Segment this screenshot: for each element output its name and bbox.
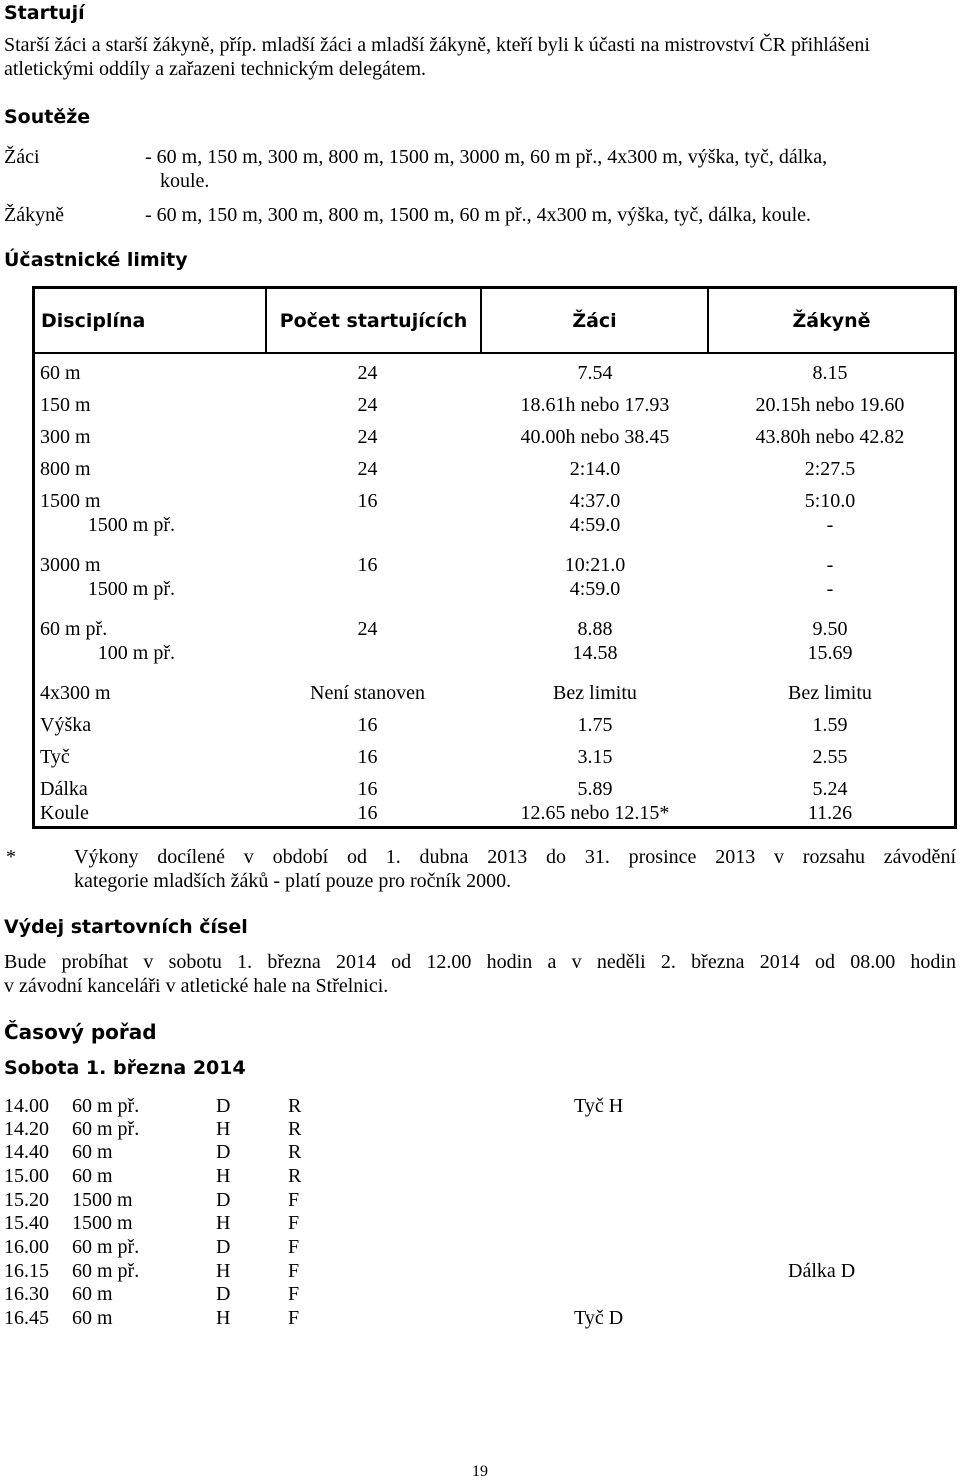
girls-limit-cell: Bez limitu <box>788 682 872 704</box>
schedule-round: F <box>288 1307 300 1329</box>
discipline-cell: Koule <box>40 802 89 824</box>
schedule-time: 16.30 <box>4 1283 49 1305</box>
discipline-cell: 60 m př. <box>40 618 108 640</box>
discipline-cell: 60 m <box>40 362 81 384</box>
boys-limit-cell: 2:14.0 <box>569 458 621 480</box>
boys-events-line2: koule. <box>160 170 210 192</box>
boys-limit-cell: 1.75 <box>577 714 613 736</box>
schedule-row <box>4 1235 954 1259</box>
table-row <box>35 613 954 673</box>
discipline-cell: Tyč <box>40 746 70 768</box>
limits-heading: Účastnické limity <box>4 249 188 271</box>
boys-limit-cell: 7.54 <box>577 362 613 384</box>
schedule-time: 14.00 <box>4 1095 49 1117</box>
boys-limit-cell: 10:21.0 <box>564 554 626 576</box>
schedule-time: 14.20 <box>4 1118 49 1140</box>
schedule-row <box>4 1094 954 1118</box>
schedule-round: R <box>288 1141 302 1163</box>
table-row <box>35 709 954 741</box>
boys-limit-cell: 5.89 <box>577 778 613 800</box>
boys-limit-cell: 12.65 nebo 12.15* <box>520 802 670 824</box>
discipline-cell: Dálka <box>40 778 88 800</box>
schedule-event: 60 m př. <box>72 1260 140 1282</box>
discipline-cell: 300 m <box>40 426 91 448</box>
bib-heading: Výdej startovních čísel <box>4 916 248 938</box>
discipline-cell: 1500 m <box>40 490 101 512</box>
schedule-time: 16.00 <box>4 1236 49 1258</box>
discipline-cell: 3000 m <box>40 554 101 576</box>
boys-limit-cell: 40.00h nebo 38.45 <box>520 426 670 448</box>
count-cell: Není stanoven <box>310 682 425 704</box>
table-row <box>35 677 954 709</box>
schedule-round: R <box>288 1165 302 1187</box>
schedule-event: 60 m <box>72 1283 113 1305</box>
boys-events-line1: - 60 m, 150 m, 300 m, 800 m, 1500 m, 3000 m, 60 m př., 4x300 m, výška, tyč, dálka, <box>145 146 828 168</box>
bib-text-line2: v závodní kanceláři v atletické hale na Střelnici. <box>4 975 389 997</box>
schedule-row <box>4 1140 954 1164</box>
schedule-category: H <box>216 1307 231 1329</box>
schedule-field-event: Tyč D <box>574 1307 624 1329</box>
count-cell: 24 <box>357 458 378 480</box>
girls-limit-cell: 5:10.0 <box>804 490 856 512</box>
girls-limit-cell: 43.80h nebo 42.82 <box>755 426 905 448</box>
count-cell: 16 <box>357 778 378 800</box>
schedule-category: H <box>216 1118 231 1140</box>
footnote-mark: * <box>6 846 16 868</box>
boys-limit-cell: 8.88 <box>577 618 613 640</box>
schedule-row <box>4 1164 954 1188</box>
schedule-category: D <box>216 1095 231 1117</box>
girls-limit-cell: 20.15h nebo 19.60 <box>755 394 905 416</box>
schedule-category: H <box>216 1212 231 1234</box>
schedule-field-event: Dálka D <box>788 1260 856 1282</box>
footnote-line2: kategorie mladších žáků - platí pouze pro ročník 2000. <box>74 870 512 892</box>
participants-heading: Startují <box>4 2 85 24</box>
table-row <box>35 797 954 829</box>
sub-discipline-cell: 1500 m př. <box>87 514 175 536</box>
girls-limit-cell: 11.26 <box>807 802 853 824</box>
schedule-time: 15.20 <box>4 1189 49 1211</box>
girls-events: - 60 m, 150 m, 300 m, 800 m, 1500 m, 60 m př., 4x300 m, výška, tyč, dálka, koule. <box>145 204 812 226</box>
sub-girls-limit-cell: - <box>826 514 834 536</box>
table-row <box>35 741 954 773</box>
schedule-event: 60 m př. <box>72 1118 140 1140</box>
table-row <box>35 453 954 485</box>
schedule-event: 1500 m <box>72 1189 133 1211</box>
discipline-cell: 800 m <box>40 458 91 480</box>
table-row <box>35 549 954 609</box>
table-row <box>35 421 954 453</box>
column-header-girls: Žákyně <box>792 309 871 332</box>
girls-limit-cell: - <box>826 554 834 576</box>
schedule-field-event: Tyč H <box>574 1095 624 1117</box>
header-rule <box>35 352 954 354</box>
schedule-category: D <box>216 1189 231 1211</box>
boys-limit-cell: 18.61h nebo 17.93 <box>520 394 670 416</box>
competitions-heading: Soutěže <box>4 106 91 128</box>
column-header-discipline: Disciplína <box>41 309 146 332</box>
page-number: 19 <box>472 1463 488 1480</box>
column-header-boys: Žáci <box>572 309 617 332</box>
count-cell: 16 <box>357 554 378 576</box>
schedule-time: 15.00 <box>4 1165 49 1187</box>
count-cell: 24 <box>357 362 378 384</box>
schedule-round: R <box>288 1118 302 1140</box>
boys-limit-cell: 3.15 <box>577 746 613 768</box>
sub-discipline-cell: 100 m př. <box>97 642 175 664</box>
schedule-round: R <box>288 1095 302 1117</box>
count-cell: 16 <box>357 490 378 512</box>
schedule-category: D <box>216 1236 231 1258</box>
schedule-category: H <box>216 1260 231 1282</box>
discipline-cell: Výška <box>40 714 92 736</box>
schedule-row <box>4 1117 954 1141</box>
boys-limit-cell: Bez limitu <box>553 682 637 704</box>
schedule-event: 60 m <box>72 1165 113 1187</box>
schedule-round: F <box>288 1212 300 1234</box>
schedule-round: F <box>288 1260 300 1282</box>
schedule-time: 15.40 <box>4 1212 49 1234</box>
sub-girls-limit-cell: - <box>826 578 834 600</box>
timetable-heading: Časový pořad <box>4 1020 157 1044</box>
girls-limit-cell: 2.55 <box>812 746 848 768</box>
schedule-event: 60 m <box>72 1141 113 1163</box>
count-cell: 16 <box>357 802 378 824</box>
schedule-category: H <box>216 1165 231 1187</box>
girls-limit-cell: 8.15 <box>812 362 848 384</box>
girls-limit-cell: 2:27.5 <box>804 458 856 480</box>
girls-limit-cell: 1.59 <box>812 714 848 736</box>
girls-limit-cell: 5.24 <box>812 778 848 800</box>
schedule-event: 1500 m <box>72 1212 133 1234</box>
count-cell: 16 <box>357 714 378 736</box>
sub-boys-limit-cell: 14.58 <box>572 642 618 664</box>
schedule-event: 60 m př. <box>72 1095 140 1117</box>
schedule-time: 16.45 <box>4 1307 49 1329</box>
table-row <box>35 485 954 545</box>
sub-boys-limit-cell: 4:59.0 <box>569 514 621 536</box>
schedule-round: F <box>288 1236 300 1258</box>
count-cell: 24 <box>357 618 378 640</box>
schedule-category: D <box>216 1283 231 1305</box>
schedule-row <box>4 1259 954 1283</box>
schedule-category: D <box>216 1141 231 1163</box>
sub-boys-limit-cell: 4:59.0 <box>569 578 621 600</box>
sub-discipline-cell: 1500 m př. <box>87 578 175 600</box>
schedule-event: 60 m <box>72 1307 113 1329</box>
discipline-cell: 150 m <box>40 394 91 416</box>
count-cell: 24 <box>357 426 378 448</box>
schedule-row <box>4 1282 954 1306</box>
timetable-day: Sobota 1. března 2014 <box>4 1057 246 1079</box>
limits-table <box>32 286 957 829</box>
schedule-round: F <box>288 1189 300 1211</box>
footnote-line1: Výkony docílené v období od 1. dubna 2013 do 31. prosince 2013 v rozsahu závodění <box>74 846 956 868</box>
schedule-round: F <box>288 1283 300 1305</box>
schedule-time: 16.15 <box>4 1260 49 1282</box>
girls-label: Žákyně <box>4 204 64 226</box>
table-row <box>35 357 954 389</box>
table-row <box>35 389 954 421</box>
bib-text-line1: Bude probíhat v sobotu 1. března 2014 od 12.00 hodin a v neděli 2. března 2014 od 08.00 hodin <box>4 951 956 973</box>
girls-limit-cell: 9.50 <box>812 618 848 640</box>
discipline-cell: 4x300 m <box>40 682 111 704</box>
schedule-row <box>4 1188 954 1212</box>
schedule-row <box>4 1211 954 1235</box>
count-cell: 16 <box>357 746 378 768</box>
sub-girls-limit-cell: 15.69 <box>807 642 853 664</box>
column-header-count: Počet startujících <box>279 309 468 332</box>
boys-label: Žáci <box>4 146 40 168</box>
boys-limit-cell: 4:37.0 <box>569 490 621 512</box>
participants-text: Starší žáci a starší žákyně, příp. mladší žáci a mladší žákyně, kteří byli k účasti na mistrovství ČR přihlášeni atletickými oddíly a zařazeni technickým delegátem. <box>4 34 870 80</box>
schedule-event: 60 m př. <box>72 1236 140 1258</box>
count-cell: 24 <box>357 394 378 416</box>
schedule-time: 14.40 <box>4 1141 49 1163</box>
schedule-row <box>4 1306 954 1330</box>
